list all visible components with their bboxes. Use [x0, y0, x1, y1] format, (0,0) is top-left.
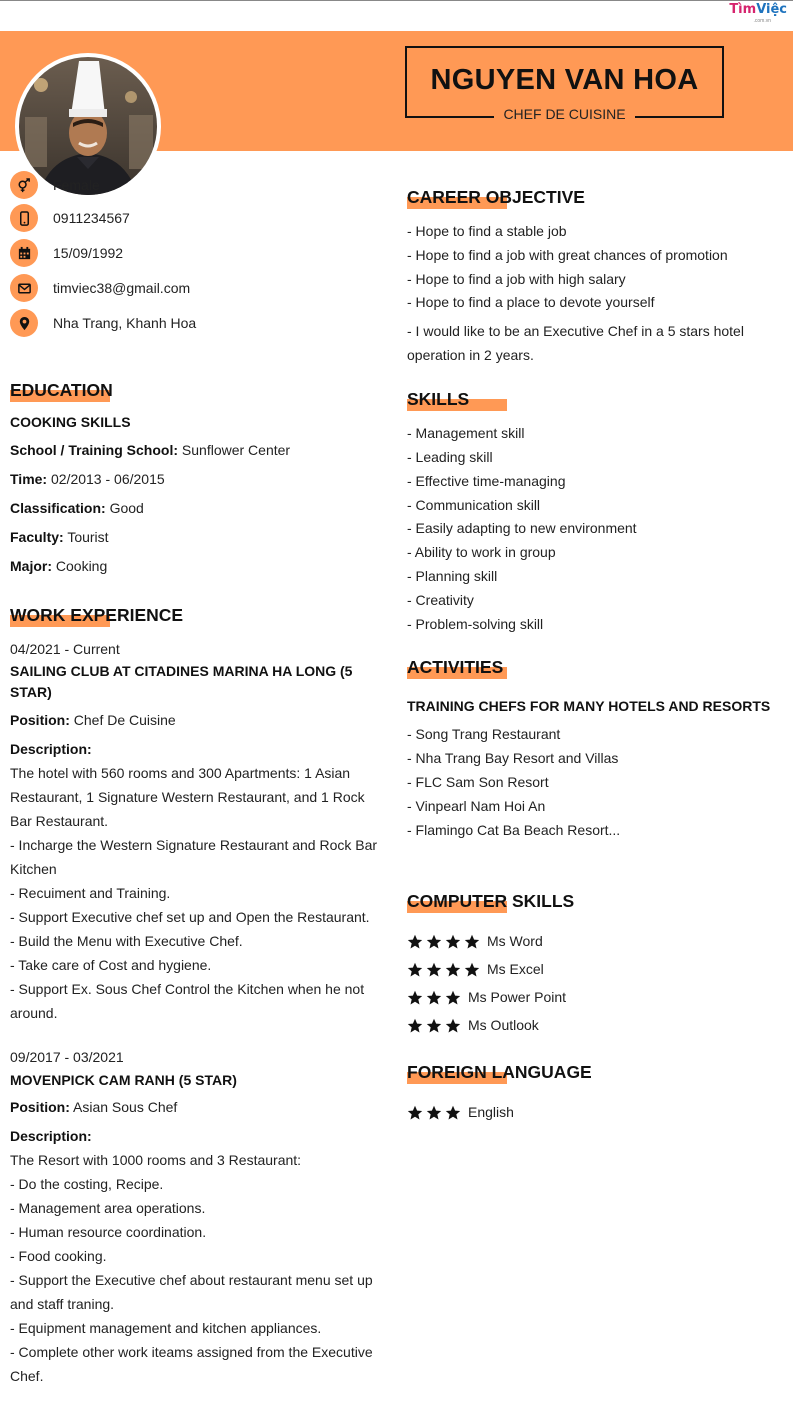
star-rating — [407, 934, 483, 950]
job-2-desc-line: - Human resource coordination. — [10, 1224, 207, 1240]
star-rating — [407, 962, 483, 978]
job-2-desc-line: The Resort with 1000 rooms and 3 Restaurant: — [10, 1152, 302, 1168]
job-1-desc-line: - Support Ex. Sous Chef Control the Kitchen when he not — [10, 981, 365, 997]
star-icon — [426, 962, 442, 978]
job-title: CHEF DE CUISINE — [494, 106, 634, 122]
computer-skill-row: Ms Word — [407, 933, 543, 950]
career-item: - I would like to be an Executive Chef in a 5 stars hotel — [407, 323, 744, 339]
star-icon — [445, 934, 461, 950]
computer-skills-heading: COMPUTER SKILLS — [407, 891, 575, 911]
work-experience-heading: WORK EXPERIENCE — [10, 605, 184, 625]
job-2-desc-line: - Management area operations. — [10, 1200, 206, 1216]
education-heading: EDUCATION — [10, 380, 113, 400]
career-item: - Hope to find a place to devote yourself — [407, 294, 655, 310]
email-icon — [10, 274, 38, 302]
contact-phone — [10, 204, 130, 232]
star-icon — [445, 1018, 461, 1034]
job-2-desc-line: - Support the Executive chef about restaurant menu set up — [10, 1272, 373, 1288]
activity-item: - Nha Trang Bay Resort and Villas — [407, 750, 619, 766]
header-banner — [0, 31, 793, 151]
career-item: - Hope to find a job with high salary — [407, 271, 626, 287]
job-2-company: MOVENPICK CAM RANH (5 STAR) — [10, 1072, 237, 1088]
language-row: English — [407, 1104, 514, 1121]
activity-item: - FLC Sam Son Resort — [407, 774, 549, 790]
skill-item: - Problem-solving skill — [407, 616, 544, 632]
job-2-desc-line: - Complete other work iteams assigned from the Executive — [10, 1344, 373, 1360]
star-rating — [407, 1105, 464, 1121]
star-icon — [407, 1105, 423, 1121]
foreign-language-heading: FOREIGN LANGUAGE — [407, 1062, 592, 1082]
star-icon — [445, 990, 461, 1006]
activity-item: - Flamingo Cat Ba Beach Resort... — [407, 822, 621, 838]
contact-email — [10, 274, 190, 302]
contact-birthday — [10, 239, 123, 267]
job-1-desc-line: - Recuiment and Training. — [10, 885, 171, 901]
star-icon — [426, 934, 442, 950]
education-classification: Classification: Good — [10, 500, 144, 516]
job-1-desc-line: - Incharge the Western Signature Restaurant and Rock Bar — [10, 837, 378, 853]
job-2-desc-line: and staff traning. — [10, 1296, 115, 1312]
activities-title: TRAINING CHEFS FOR MANY HOTELS AND RESORTS — [407, 698, 771, 714]
career-item: operation in 2 years. — [407, 347, 534, 363]
star-rating — [407, 990, 464, 1006]
star-icon — [426, 990, 442, 1006]
job-2-description-label: Description: — [10, 1128, 92, 1144]
star-rating — [407, 1018, 464, 1034]
computer-skill-row: Ms Excel — [407, 961, 544, 978]
job-1-desc-line: Bar Restaurant. — [10, 813, 109, 829]
job-2-desc-line: - Do the costing, Recipe. — [10, 1176, 164, 1192]
computer-skill-row: Ms Power Point — [407, 989, 566, 1006]
gender-text: Female — [53, 177, 100, 193]
job-1-desc-line: - Take care of Cost and hygiene. — [10, 957, 212, 973]
activity-item: - Song Trang Restaurant — [407, 726, 561, 742]
job-1-position: Position: Chef De Cuisine — [10, 712, 176, 728]
job-2-desc-line: - Equipment management and kitchen appliances. — [10, 1320, 322, 1336]
skill-item: - Management skill — [407, 425, 525, 441]
computer-skill-row: Ms Outlook — [407, 1017, 539, 1034]
job-1-company: SAILING CLUB AT CITADINES MARINA HA LONG (5 — [10, 663, 353, 679]
gender-icon — [10, 171, 38, 199]
skill-item: - Creativity — [407, 592, 474, 608]
phone-text[interactable]: 0911234567 — [53, 210, 130, 226]
star-icon — [407, 962, 423, 978]
skill-item: - Communication skill — [407, 497, 541, 513]
job-1-desc-line: Restaurant, 1 Signature Western Restaurant, and 1 Rock — [10, 789, 365, 805]
activities-heading: ACTIVITIES — [407, 657, 503, 678]
career-objective-heading: CAREER OBJECTIVE — [407, 187, 585, 207]
job-1-company-cont: STAR) — [10, 684, 52, 700]
star-icon — [445, 1105, 461, 1121]
activity-item: - Vinpearl Nam Hoi An — [407, 798, 546, 814]
brand-logo[interactable]: TìmViệc — [729, 2, 787, 17]
education-time: Time: 02/2013 - 06/2015 — [10, 471, 165, 487]
education-program: COOKING SKILLS — [10, 414, 131, 430]
star-icon — [464, 962, 480, 978]
job-1-desc-line: around. — [10, 1005, 58, 1021]
job-1-description-label: Description: — [10, 741, 92, 757]
job-2-period: 09/2017 - 03/2021 — [10, 1049, 124, 1065]
top-border — [0, 0, 793, 1]
star-icon — [407, 990, 423, 1006]
skill-item: - Planning skill — [407, 568, 498, 584]
job-2-desc-line: Chef. — [10, 1368, 44, 1384]
job-1-desc-line: - Build the Menu with Executive Chef. — [10, 933, 243, 949]
star-icon — [407, 934, 423, 950]
job-title-wrap — [405, 106, 724, 124]
star-icon — [464, 934, 480, 950]
job-1-period: 04/2021 - Current — [10, 641, 120, 657]
job-2-desc-line: - Food cooking. — [10, 1248, 107, 1264]
star-icon — [426, 1018, 442, 1034]
candidate-name: NGUYEN VAN HOA — [430, 64, 699, 96]
education-school: School / Training School: Sunflower Center — [10, 442, 291, 458]
skill-item: - Ability to work in group — [407, 544, 556, 560]
job-1-desc-line: Kitchen — [10, 861, 57, 877]
email-text[interactable]: timviec38@gmail.com — [53, 280, 191, 296]
star-icon — [445, 962, 461, 978]
skill-item: - Leading skill — [407, 449, 493, 465]
job-1-desc-line: - Support Executive chef set up and Open the Restaurant. — [10, 909, 370, 925]
skill-item: - Effective time-managing — [407, 473, 566, 489]
contact-gender — [10, 171, 100, 199]
phone-icon — [10, 204, 38, 232]
address-text: Nha Trang, Khanh Hoa — [53, 315, 197, 331]
skill-item: - Easily adapting to new environment — [407, 520, 637, 536]
calendar-icon — [10, 239, 38, 267]
contact-address — [10, 309, 196, 337]
education-major: Major: Cooking — [10, 558, 108, 574]
star-icon — [426, 1105, 442, 1121]
job-2-position: Position: Asian Sous Chef — [10, 1099, 178, 1115]
brand-tagline: .com.vn — [753, 18, 771, 24]
career-item: - Hope to find a job with great chances of promotion — [407, 247, 728, 263]
star-icon — [407, 1018, 423, 1034]
education-faculty: Faculty: Tourist — [10, 529, 109, 545]
birthday-text: 15/09/1992 — [53, 245, 124, 261]
career-item: - Hope to find a stable job — [407, 223, 567, 239]
job-1-desc-line: The hotel with 560 rooms and 300 Apartments: 1 Asian — [10, 765, 351, 781]
location-pin-icon — [10, 309, 38, 337]
skills-heading: SKILLS — [407, 389, 469, 410]
